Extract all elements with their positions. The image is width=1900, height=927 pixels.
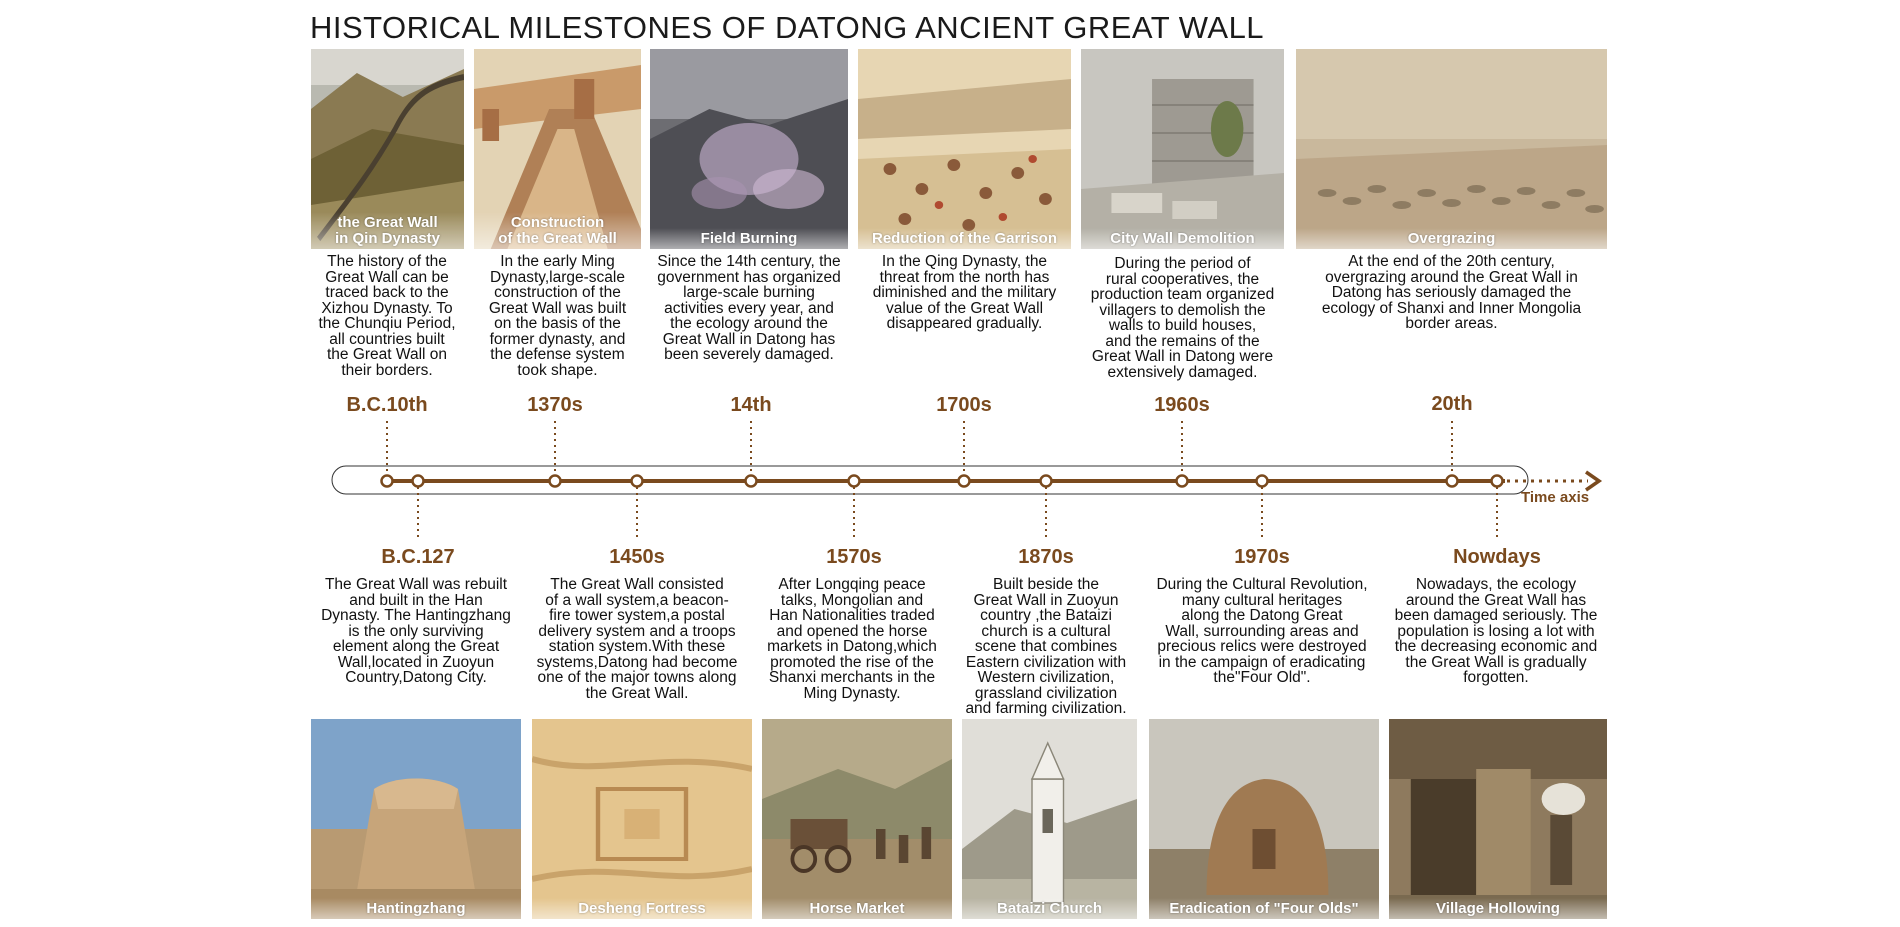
date-label-bottom: 1450s xyxy=(609,546,665,568)
timeline-node xyxy=(1492,476,1503,487)
description-top: The history of the Great Wall can be traced back to the Xizhou Dynasty. To the Chunqiu Period, all countries built the Great Wall on their borders. xyxy=(318,253,456,379)
date-label-bottom: 1570s xyxy=(826,546,882,568)
axis-label: Time axis xyxy=(1521,489,1590,506)
photo-caption: Field Burning xyxy=(650,228,848,249)
church-tower-image xyxy=(962,719,1137,919)
photo-hantingzhang xyxy=(311,719,521,919)
date-label-top: 1700s xyxy=(936,394,992,416)
ruin-mound-image xyxy=(1149,719,1379,919)
photo-caption: City Wall Demolition xyxy=(1081,228,1284,249)
fortress-map-image xyxy=(532,719,752,919)
photo-caption: Bataizi Church xyxy=(962,898,1137,919)
photo-horse-market xyxy=(762,719,952,919)
timeline-node xyxy=(1447,476,1458,487)
description-top: At the end of the 20th century, overgrazing around the Great Wall in Datong has seriously damaged the ecology of Shanxi and Inner Mongolia border areas. xyxy=(1321,253,1582,332)
description-top: In the early Ming Dynasty,large-scale construction of the Great Wall was built on the basis of the former dynasty, and the defense system took shape. xyxy=(488,253,627,379)
description-bottom: During the Cultural Revolution, many cultural heritages along the Datong Great Wall, surrounding areas and precious relics were destroyed in the campaign of eradicating the"Four Old". xyxy=(1156,576,1368,686)
timeline-nodes xyxy=(382,421,1503,540)
date-label-bottom: 1870s xyxy=(1018,546,1074,568)
description-bottom: The Great Wall consisted of a wall system,a beacon- fire tower system,a postal delivery system and a troops station system.With these systems,Datong had become one of the major towns along the Great Wall. xyxy=(536,576,738,702)
photo-caption: the Great Wall in Qin Dynasty xyxy=(311,212,464,249)
photo-field-burning xyxy=(650,49,848,249)
demolition-photo-image xyxy=(1081,49,1284,249)
timeline-node xyxy=(746,476,757,487)
timeline-node xyxy=(382,476,393,487)
beacon-tower-image xyxy=(311,719,521,919)
photo-construction xyxy=(474,49,641,249)
photo-caption: Village Hollowing xyxy=(1389,898,1607,919)
date-label-bottom: B.C.127 xyxy=(381,546,455,568)
description-top: During the period of rural cooperatives, the production team organized villagers to demolish the walls to build houses, and the remains of the Great Wall in Datong were extensively damaged. xyxy=(1090,255,1275,381)
photo-caption: Construction of the Great Wall xyxy=(474,212,641,249)
timeline-node xyxy=(632,476,643,487)
description-bottom: Nowadays, the ecology around the Great Wall has been damaged seriously. The population is losing a lot with the decreasing economic and the Great Wall is gradually forgotten. xyxy=(1394,576,1598,686)
village-photo-image xyxy=(1389,719,1607,919)
date-label-bottom: 1970s xyxy=(1234,546,1290,568)
timeline-node xyxy=(959,476,970,487)
photo-caption: Eradication of "Four Olds" xyxy=(1149,898,1379,919)
timeline-track xyxy=(332,466,1528,494)
date-label-top: 1370s xyxy=(527,394,583,416)
photo-desheng-fortress xyxy=(532,719,752,919)
date-label-top: 20th xyxy=(1431,393,1473,415)
page-title: HISTORICAL MILESTONES OF DATONG ANCIENT GREAT WALL xyxy=(310,10,1265,45)
sheep-herd-image xyxy=(1296,49,1607,249)
timeline-node xyxy=(550,476,561,487)
photo-caption: Hantingzhang xyxy=(311,898,521,919)
date-label-top: 1960s xyxy=(1154,394,1210,416)
description-bottom: Built beside the Great Wall in Zuoyun country ,the Bataizi church is a cultural scene that combines Eastern civilization with Western civilization, grassland civilization and farming civilization. xyxy=(965,576,1127,717)
timeline-node xyxy=(413,476,424,487)
timeline-node xyxy=(849,476,860,487)
photo-four-olds xyxy=(1149,719,1379,919)
description-top: Since the 14th century, the government has organized large-scale burning activities every year, and the ecology around the Great Wall in Datong has been severely damaged. xyxy=(657,253,841,363)
photo-overgrazing xyxy=(1296,49,1607,249)
timeline-node xyxy=(1257,476,1268,487)
timeline-node xyxy=(1177,476,1188,487)
photo-qin-great-wall xyxy=(311,49,464,249)
battle-painting-image xyxy=(858,49,1071,249)
description-bottom: After Longqing peace talks, Mongolian and Han Nationalities traded and opened the horse markets in Datong,which promoted the rise of the Shanxi merchants in the Ming Dynasty. xyxy=(767,576,937,702)
date-label-top: 14th xyxy=(730,394,772,416)
description-bottom: The Great Wall was rebuilt and built in the Han Dynasty. The Hantingzhang is the only surviving element along the Great Wall,located in Zuoyun Country,Datong City. xyxy=(321,576,511,686)
photo-caption: Desheng Fortress xyxy=(532,898,752,919)
photo-bataizi-church xyxy=(962,719,1137,919)
photo-village-hollowing xyxy=(1389,719,1607,919)
photo-garrison xyxy=(858,49,1071,249)
photo-caption: Reduction of the Garrison xyxy=(858,228,1071,249)
timeline-node xyxy=(1041,476,1052,487)
date-label-bottom: Nowdays xyxy=(1453,546,1541,568)
timeline-arrow-head xyxy=(1586,472,1599,490)
photo-caption: Overgrazing xyxy=(1296,228,1607,249)
description-top: In the Qing Dynasty, the threat from the north has diminished and the military value of the Great Wall disappeared gradually. xyxy=(872,253,1057,332)
photo-caption: Horse Market xyxy=(762,898,952,919)
photo-wall-demolition xyxy=(1081,49,1284,249)
date-label-top: B.C.10th xyxy=(346,394,428,416)
smoke-fire-image xyxy=(650,49,848,249)
market-diorama-image xyxy=(762,719,952,919)
